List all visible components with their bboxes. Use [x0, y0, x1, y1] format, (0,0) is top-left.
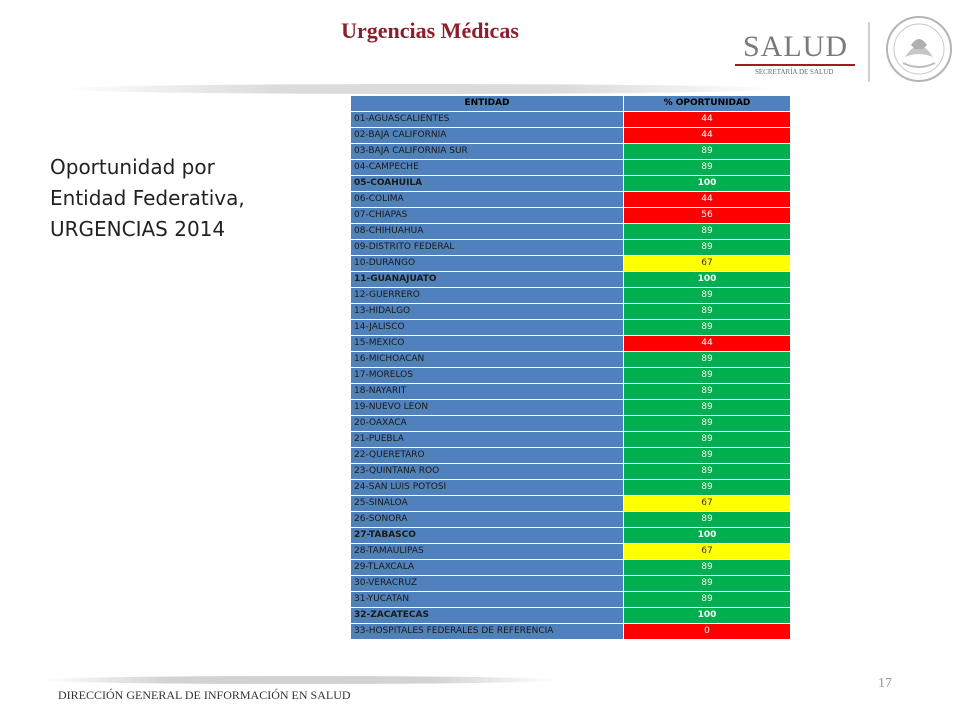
- table-row: [351, 352, 791, 368]
- oportunidad-cell: 89: [624, 480, 791, 496]
- table-row: [351, 288, 791, 304]
- national-seal-icon: [885, 15, 953, 83]
- entidad-cell: 03-BAJA CALIFORNIA SUR: [351, 144, 624, 160]
- oportunidad-cell: 89: [624, 464, 791, 480]
- table-row: [351, 256, 791, 272]
- entidad-cell: 01-AGUASCALIENTES: [351, 112, 624, 128]
- table-row: [351, 304, 791, 320]
- table-row: [351, 608, 791, 624]
- slide-title: Urgencias Médicas: [341, 18, 519, 43]
- oportunidad-cell: 89: [624, 448, 791, 464]
- table-row: [351, 448, 791, 464]
- logo-separator: [868, 22, 870, 82]
- oportunidad-cell: 89: [624, 592, 791, 608]
- oportunidad-cell: 100: [624, 608, 791, 624]
- footer-text: DIRECCIÓN GENERAL DE INFORMACIÓN EN SALUD: [58, 688, 351, 702]
- table-row: [351, 528, 791, 544]
- entidad-cell: 07-CHIAPAS: [351, 208, 624, 224]
- entidad-cell: 21-PUEBLA: [351, 432, 624, 448]
- oportunidad-cell: 89: [624, 144, 791, 160]
- entidad-cell: 16-MICHOACAN: [351, 352, 624, 368]
- page-number: 17: [878, 676, 892, 691]
- entidad-cell: 27-TABASCO: [351, 528, 624, 544]
- entidad-cell: 12-GUERRERO: [351, 288, 624, 304]
- logo-underline: [735, 64, 855, 66]
- table-row: [351, 464, 791, 480]
- entidad-cell: 24-SAN LUIS POTOSI: [351, 480, 624, 496]
- table-row: [351, 144, 791, 160]
- oportunidad-cell: 89: [624, 512, 791, 528]
- table-row: [351, 192, 791, 208]
- entidad-cell: 23-QUINTANA ROO: [351, 464, 624, 480]
- table-row: [351, 592, 791, 608]
- oportunidad-cell: 67: [624, 496, 791, 512]
- slide-subtitle: [50, 152, 300, 245]
- subtitle-line: Oportunidad por: [50, 155, 215, 179]
- table-row: [351, 480, 791, 496]
- oportunidad-cell: 89: [624, 368, 791, 384]
- oportunidad-cell: 89: [624, 304, 791, 320]
- oportunidad-cell: 100: [624, 272, 791, 288]
- oportunidad-cell: 0: [624, 624, 791, 640]
- oportunidad-cell: 89: [624, 416, 791, 432]
- table-row: [351, 400, 791, 416]
- table-row: [351, 160, 791, 176]
- oportunidad-cell: 44: [624, 336, 791, 352]
- entidad-cell: 11-GUANAJUATO: [351, 272, 624, 288]
- oportunidad-cell: 89: [624, 576, 791, 592]
- entidad-cell: 05-COAHUILA: [351, 176, 624, 192]
- table-row: [351, 544, 791, 560]
- oportunidad-cell: 67: [624, 544, 791, 560]
- entidad-cell: 06-COLIMA: [351, 192, 624, 208]
- table-row: [351, 320, 791, 336]
- oportunidad-cell: 89: [624, 240, 791, 256]
- table-row: [351, 128, 791, 144]
- entidad-cell: 25-SINALOA: [351, 496, 624, 512]
- footer-divider-shadow: [40, 676, 560, 684]
- entidad-cell: 29-TLAXCALA: [351, 560, 624, 576]
- oportunidad-cell: 44: [624, 128, 791, 144]
- entidad-cell: 02-BAJA CALIFORNIA: [351, 128, 624, 144]
- table-row: [351, 224, 791, 240]
- entidad-cell: 13-HIDALGO: [351, 304, 624, 320]
- entidad-cell: 22-QUERETARO: [351, 448, 624, 464]
- oportunidad-cell: 67: [624, 256, 791, 272]
- oportunidad-cell: 89: [624, 160, 791, 176]
- logo-subtext: SECRETARÍA DE SALUD: [755, 68, 834, 76]
- oportunidad-cell: 56: [624, 208, 791, 224]
- table-row: [351, 240, 791, 256]
- oportunidad-cell: 89: [624, 560, 791, 576]
- entidad-cell: 04-CAMPECHE: [351, 160, 624, 176]
- table-row: [351, 432, 791, 448]
- table-row: [351, 336, 791, 352]
- entidad-cell: 10-DURANGO: [351, 256, 624, 272]
- salud-logo: [735, 28, 855, 78]
- entidad-cell: 08-CHIHUAHUA: [351, 224, 624, 240]
- table-row: [351, 512, 791, 528]
- subtitle-line: URGENCIAS 2014: [50, 217, 226, 241]
- entidad-cell: 20-OAXACA: [351, 416, 624, 432]
- oportunidad-table: [350, 95, 791, 640]
- oportunidad-cell: 100: [624, 528, 791, 544]
- oportunidad-cell: 100: [624, 176, 791, 192]
- oportunidad-cell: 89: [624, 224, 791, 240]
- entidad-cell: 28-TAMAULIPAS: [351, 544, 624, 560]
- table-row: [351, 384, 791, 400]
- table-row: [351, 368, 791, 384]
- entidad-cell: 15-MEXICO: [351, 336, 624, 352]
- table-row: [351, 496, 791, 512]
- oportunidad-cell: 89: [624, 432, 791, 448]
- entidad-cell: 26-SONORA: [351, 512, 624, 528]
- entidad-cell: 32-ZACATECAS: [351, 608, 624, 624]
- oportunidad-cell: 89: [624, 288, 791, 304]
- entidad-cell: 17-MORELOS: [351, 368, 624, 384]
- entidad-cell: 14-JALISCO: [351, 320, 624, 336]
- entidad-cell: 31-YUCATAN: [351, 592, 624, 608]
- oportunidad-cell: 89: [624, 320, 791, 336]
- table-row: [351, 560, 791, 576]
- table-row: [351, 112, 791, 128]
- entidad-cell: 19-NUEVO LEON: [351, 400, 624, 416]
- oportunidad-cell: 44: [624, 192, 791, 208]
- table-row: [351, 176, 791, 192]
- table-row: [351, 576, 791, 592]
- oportunidad-cell: 89: [624, 400, 791, 416]
- table-header-row: [351, 96, 791, 112]
- table-row: [351, 272, 791, 288]
- subtitle-line: Entidad Federativa,: [50, 186, 245, 210]
- column-header-entidad: ENTIDAD: [351, 96, 624, 112]
- oportunidad-cell: 89: [624, 352, 791, 368]
- entidad-cell: 09-DISTRITO FEDERAL: [351, 240, 624, 256]
- oportunidad-cell: 89: [624, 384, 791, 400]
- table-row: [351, 624, 791, 640]
- table-row: [351, 208, 791, 224]
- column-header-oportunidad: % OPORTUNIDAD: [624, 96, 791, 112]
- table-row: [351, 416, 791, 432]
- entidad-cell: 30-VERACRUZ: [351, 576, 624, 592]
- entidad-cell: 33-HOSPITALES FEDERALES DE REFERENCIA: [351, 624, 624, 640]
- oportunidad-cell: 44: [624, 112, 791, 128]
- entidad-cell: 18-NAYARIT: [351, 384, 624, 400]
- logo-word: SALUD: [743, 30, 849, 63]
- header-divider-shadow: [60, 84, 780, 94]
